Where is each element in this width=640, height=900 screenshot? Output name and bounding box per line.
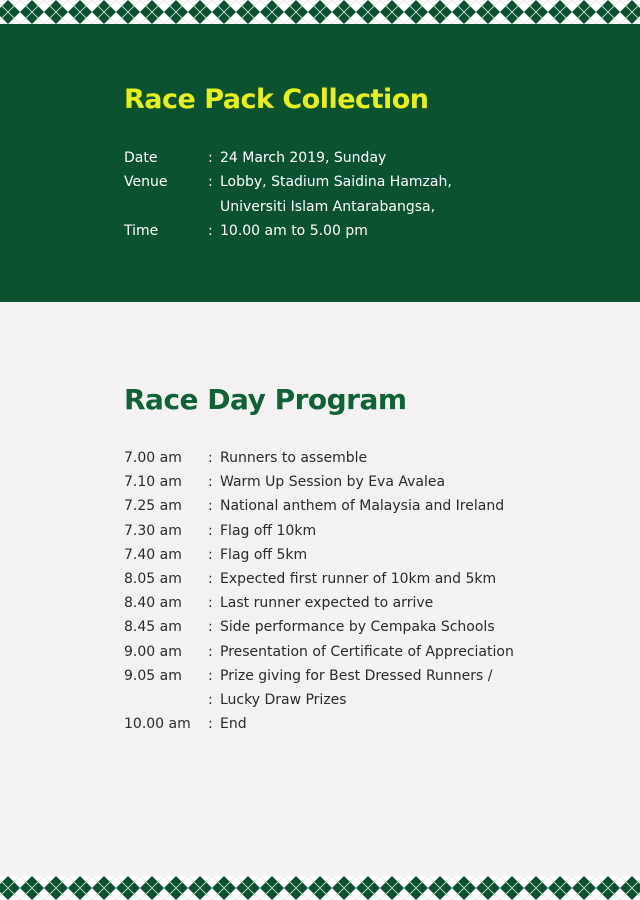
schedule-activity: Runners to assemble: [220, 450, 368, 466]
info-value: 24 March 2019, Sunday: [220, 150, 387, 166]
info-label: Time: [124, 223, 159, 239]
schedule-activity: Lucky Draw Prizes: [220, 691, 347, 708]
schedule-row: [124, 692, 624, 716]
schedule-row: [124, 716, 624, 740]
schedule-time: 8.05 am: [124, 570, 182, 587]
schedule-separator: :: [208, 546, 213, 563]
schedule-separator: :: [208, 450, 213, 466]
schedule-time: 7.40 am: [124, 546, 182, 563]
info-value: Universiti Islam Antarabangsa,: [220, 199, 436, 215]
schedule-time: 10.00 am: [124, 716, 191, 733]
schedule-row: [124, 644, 624, 668]
info-separator: :: [208, 174, 213, 190]
schedule-row: [124, 547, 624, 571]
schedule-separator: :: [208, 570, 213, 587]
schedule-separator: :: [208, 498, 213, 515]
info-label: Venue: [124, 174, 168, 190]
schedule-separator: :: [208, 691, 213, 708]
schedule-activity: Flag off 10km: [220, 522, 317, 539]
schedule-activity: Flag off 5km: [220, 546, 308, 563]
schedule-time: 7.25 am: [124, 498, 182, 515]
schedule-time: 8.40 am: [124, 595, 182, 612]
schedule-row: [124, 619, 624, 643]
schedule-time: 8.45 am: [124, 619, 182, 636]
schedule-row: [124, 595, 624, 619]
info-separator: :: [208, 223, 213, 239]
race-day-title: Race Day Program: [124, 383, 407, 416]
schedule-row: [124, 498, 624, 522]
race-pack-title: Race Pack Collection: [124, 84, 429, 115]
schedule-activity: Last runner expected to arrive: [220, 595, 434, 612]
schedule-separator: :: [208, 595, 213, 612]
info-separator: :: [208, 150, 213, 166]
info-value: Lobby, Stadium Saidina Hamzah,: [220, 174, 452, 190]
schedule-activity: Presentation of Certificate of Appreciation: [220, 643, 514, 660]
schedule-time: 7.00 am: [124, 450, 182, 466]
schedule-separator: :: [208, 716, 213, 733]
schedule-time: 9.05 am: [124, 667, 182, 684]
schedule-activity: End: [220, 716, 247, 733]
schedule-time: 7.30 am: [124, 522, 182, 539]
schedule-activity: Warm Up Session by Eva Avalea: [220, 474, 446, 491]
schedule-row: [124, 571, 624, 595]
schedule-row: [124, 523, 624, 547]
schedule-separator: :: [208, 522, 213, 539]
schedule-row: [124, 450, 624, 474]
schedule-activity: Side performance by Cempaka Schools: [220, 619, 495, 636]
schedule-separator: :: [208, 667, 213, 684]
info-label: Date: [124, 150, 158, 166]
schedule-separator: :: [208, 619, 213, 636]
schedule-row: [124, 668, 624, 692]
schedule-row: [124, 474, 624, 498]
race-pack-panel: [0, 24, 640, 302]
decorative-border-bottom: [0, 876, 640, 900]
schedule-activity: Prize giving for Best Dressed Runners /: [220, 667, 493, 684]
race-day-schedule: [124, 450, 624, 740]
schedule-separator: :: [208, 474, 213, 491]
schedule-time: 9.00 am: [124, 643, 182, 660]
schedule-separator: :: [208, 643, 213, 660]
schedule-activity: National anthem of Malaysia and Ireland: [220, 498, 505, 515]
schedule-time: 7.10 am: [124, 474, 182, 491]
schedule-activity: Expected first runner of 10km and 5km: [220, 570, 497, 587]
decorative-border-top: [0, 0, 640, 24]
info-value: 10.00 am to 5.00 pm: [220, 223, 368, 239]
